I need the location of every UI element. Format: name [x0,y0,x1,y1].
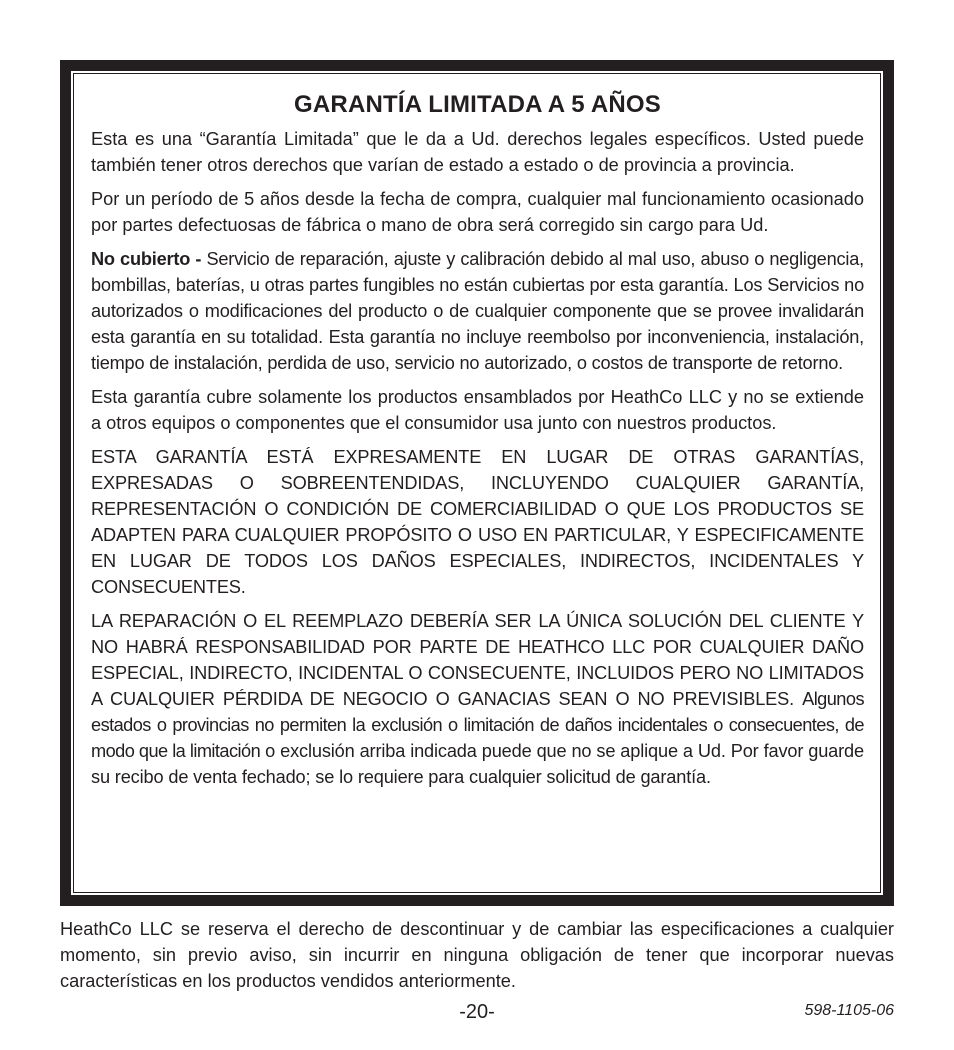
warranty-box [60,60,894,906]
warranty-paragraph-intro: Esta es una “Garantía Limitada” que le da a Ud. derechos legales específicos. Usted puede también tener otros derechos que varían de estado a estado o de provincia a provincia. [91,129,864,175]
warranty-title: GARANTÍA LIMITADA A 5 AÑOS [294,91,661,118]
specifications-note: HeathCo LLC se reserva el derecho de descontinuar y de cambiar las especificaciones a cualquier momento, sin previo aviso, sin incurrir en ninguna obligación de tener que incorporar nuevas características en los productos vendidos anteriormente. [60,919,894,991]
warranty-paragraph-remedy [91,608,864,790]
remedy-text: o exclusión arriba indicada puede que no se aplique a Ud. Por favor guarde su recibo de venta fechado; se lo requiere para cualquier solicitud de garantía. [91,741,864,787]
remedy-condensed-text: Algunos estados o provincias no permiten la exclusión o limitación de daños incidentales o consecuentes, de modo que la limitación [91,689,864,761]
warranty-paragraph-not-covered [91,246,864,376]
warranty-box-inner [73,73,881,893]
warranty-paragraph-disclaimer: ESTA GARANTÍA ESTÁ EXPRESAMENTE EN LUGAR DE OTRAS GARANTÍAS, EXPRESADAS O SOBREENTENDIDAS, INCLUYENDO CUALQUIER GARANTÍA, REPRESENTACIÓN O CONDICIÓN DE COMERCIABILIDAD O QUE LOS PRODUCTOS SE ADAPTEN PARA CUALQUIER PROPÓSITO O USO EN PARTICULAR, Y ESPECIFICAMENTE EN LUGAR DE TODOS LOS DAÑOS ESPECIALES, INDIRECTOS, INCIDENTALES Y CONSECUENTES. [91,447,864,597]
not-covered-lead: No cubierto - [91,249,202,269]
page-number: -20- [459,1001,495,1023]
document-code: 598-1105-06 [804,1002,894,1019]
warranty-paragraph-scope: Esta garantía cubre solamente los productos ensamblados por HeathCo LLC y no se extiende a otros equipos o componentes que el consumidor usa junto con nuestros productos. [91,387,864,433]
remedy-uppercase-text: LA REPARACIÓN O EL REEMPLAZO DEBERÍA SER LA ÚNICA SOLUCIÓN DEL CLIENTE Y NO HABRÁ RESPONSABILIDAD POR PARTE DE HEATHCO LLC POR CUALQUIER DAÑO ESPECIAL, INDIRECTO, INCIDENTAL O CONSECUENTE, INCLUIDOS PERO NO LIMITADOS A CUALQUIER PÉRDIDA DE NEGOCIO O GANACIAS SEAN O NO PREVISIBLES. [91,611,864,709]
not-covered-body: Servicio de reparación, ajuste y calibración debido al mal uso, abuso o negligencia, bombillas, baterías, u otras partes fungibles no están cubiertas por esta garantía. Los Servicios no autorizados o modificaciones del producto o de cualquier componente que se provee invalidarán esta garantía en su totalidad. Esta garantía no incluye reembolso por inconveniencia, instalación, tiempo de instalación, perdida de uso, servicio no autorizado, o costos de transporte de retorno. [91,249,864,373]
warranty-paragraph-coverage: Por un período de 5 años desde la fecha de compra, cualquier mal funcionamiento ocasionado por partes defectuosas de fábrica o mano de obra será corregido sin cargo para Ud. [91,189,864,235]
